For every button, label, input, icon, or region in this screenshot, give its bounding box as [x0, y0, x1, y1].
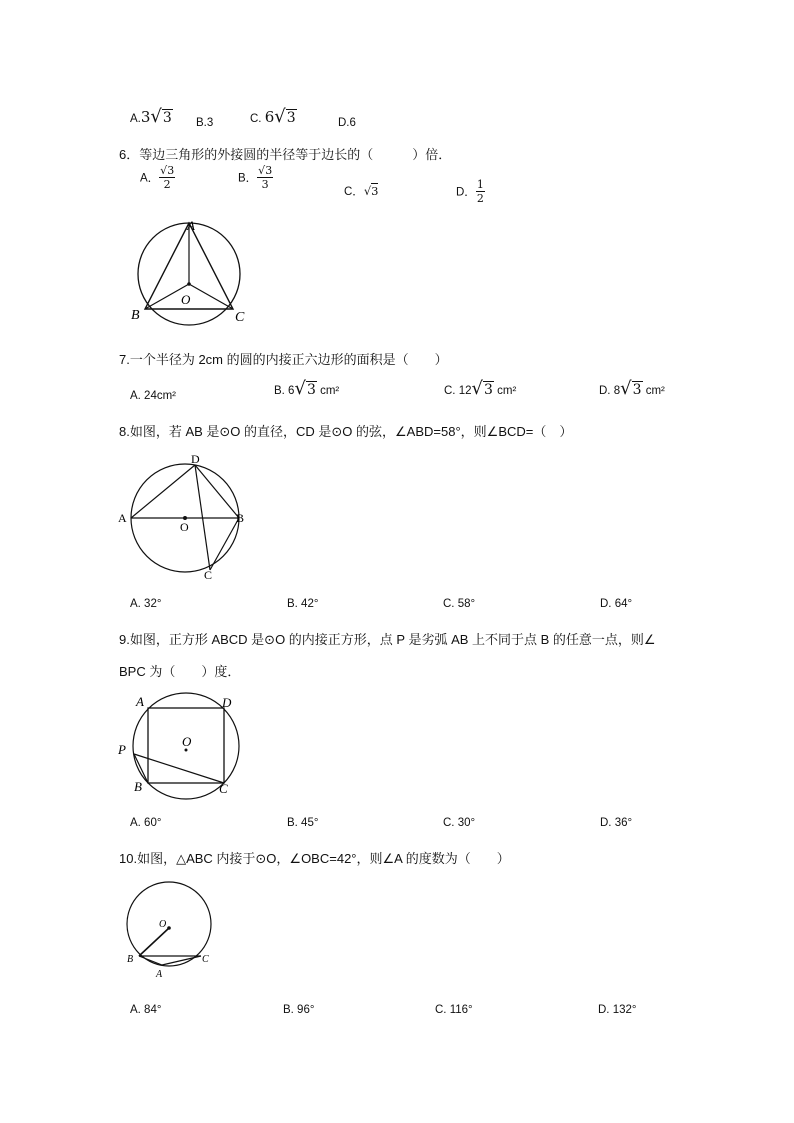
q8-stem: 8.如图，若 AB 是⊙O 的直径，CD 是⊙O 的弦，∠ABD=58°，则∠BCD=（ ）	[119, 424, 573, 439]
q8-option-c: C. 58°	[443, 598, 476, 610]
q6-option-a: A． $\frac{√3}{2}$	[140, 164, 175, 191]
label-O: O	[181, 292, 191, 307]
q10-option-a: A. 84°	[130, 1004, 162, 1016]
q6-stem: 6．等边三角形的外接圆的半径等于边长的（ ）倍．	[119, 147, 452, 162]
radius-ob	[139, 928, 169, 956]
label-A: A	[136, 694, 144, 709]
q10-option-c: C. 116°	[435, 1004, 473, 1016]
label-B: B	[127, 954, 134, 965]
label-O: O	[182, 734, 192, 749]
label-C: C	[235, 310, 245, 325]
label-A: A	[156, 969, 163, 980]
label-A: A	[187, 218, 195, 233]
q7-option-d: D. 8√3 cm²	[599, 378, 665, 399]
label-C: C	[219, 781, 228, 796]
q7-option-c: C. 12√3 cm²	[444, 378, 517, 399]
q8-figure	[115, 452, 255, 582]
q9-option-c: C. 30°	[443, 817, 476, 829]
q10-figure	[118, 880, 228, 985]
q8-option-b: B. 42°	[287, 598, 319, 610]
q5-option-c: C. 6√3	[250, 106, 296, 127]
q9-option-d: D. 36°	[600, 817, 633, 829]
q7-option-b: B. 6√3 cm²	[274, 378, 340, 399]
q6-option-b: B． $\frac{√3}{3}$	[238, 164, 273, 191]
q6-figure	[125, 218, 265, 328]
q7-stem: 7.一个半径为 2cm 的圆的内接正六边形的面积是（ ）	[119, 352, 448, 367]
q7-option-a: A. 24cm²	[130, 390, 177, 402]
label-C: C	[202, 954, 209, 965]
label-O: O	[180, 520, 189, 534]
label-P: P	[118, 742, 126, 757]
q10-option-d: D. 132°	[598, 1004, 637, 1016]
q5-option-a: A.3√3	[130, 106, 172, 127]
sqrt-sign: √3	[150, 106, 172, 127]
center-point	[167, 926, 171, 930]
q8-option-d: D. 64°	[600, 598, 633, 610]
q9-figure	[112, 690, 252, 805]
q5-option-b: B.3	[196, 117, 214, 129]
q9-stem-line1: 9.如图，正方形 ABCD 是⊙O 的内接正方形，点 P 是劣弧 AB 上不同于点 B 的任意一点，则∠	[119, 632, 656, 647]
q6-option-c: C．√3	[344, 184, 379, 198]
label-D: D	[222, 695, 232, 710]
label-B: B	[131, 308, 140, 323]
center-point	[187, 282, 191, 286]
q5-option-d: D.6	[338, 117, 356, 129]
label-D: D	[191, 452, 200, 466]
q9-stem-line2: BPC 为（ ）度．	[119, 664, 241, 679]
q6-option-d: D． $\frac{1}{2}$	[456, 178, 484, 205]
q9-option-a: A. 60°	[130, 817, 162, 829]
q10-stem: 10.如图，△ABC 内接于⊙O，∠OBC=42°，则∠A 的度数为（ ）	[119, 851, 510, 866]
circle-o	[127, 882, 211, 966]
q10-option-b: B. 96°	[283, 1004, 315, 1016]
q9-option-b: B. 45°	[287, 817, 319, 829]
label-B: B	[134, 779, 142, 794]
label-A: A	[118, 511, 127, 525]
sqrt-sign: √3	[274, 106, 296, 127]
label-C: C	[204, 568, 213, 582]
q8-option-a: A. 32°	[130, 598, 162, 610]
label-B: B	[236, 511, 245, 525]
label-O: O	[159, 919, 167, 930]
